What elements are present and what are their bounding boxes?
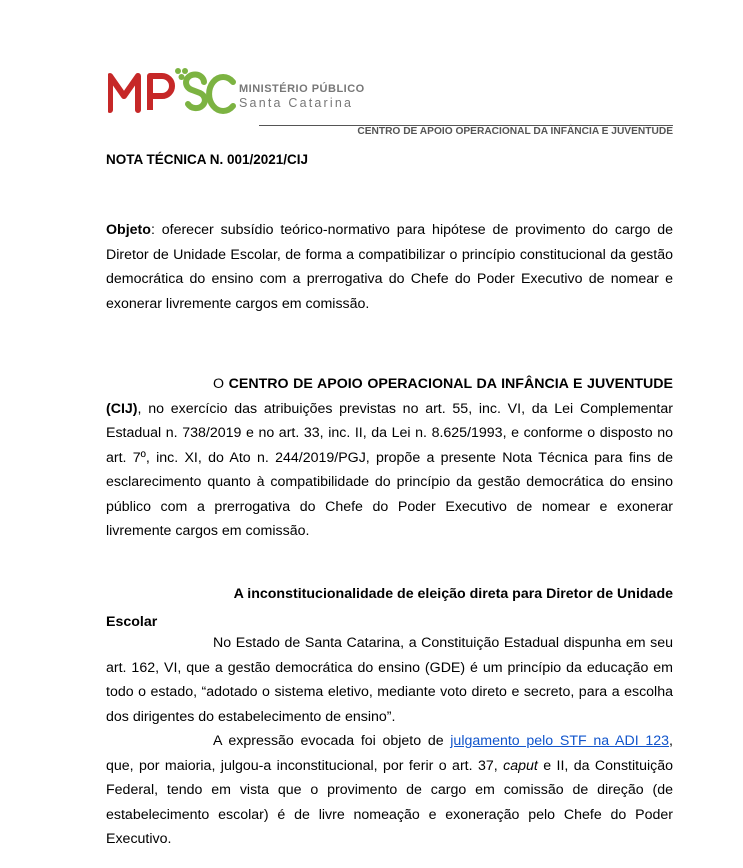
intro-text: , no exercício das atribuições previstas no art. 55, inc. VI, da Lei Complementar Estadual n. 738/2019 e no art. 33, inc. II, da Lei n. 8.625/1993, e conforme o disposto no art. 7º, inc. XI, do Ato n. 244/2019/PGJ, propõe a presente Nota Técnica para fins de esclarecimento quanto à compatibilidade do princípio da gestão democrática do ensino público com a prerrogativa do Chefe do Poder Executivo de nomear e exonerar livremente cargos em comissão. [106, 400, 673, 539]
objeto-text: : oferecer subsídio teórico-normativo para hipótese de provimento do cargo de Diretor de Unidade Escolar, de forma a compatibilizar o princípio constitucional da gestão democrática do ensino com a prerrogativa do Chefe do Poder Executivo de nomear e exonerar livremente cargos em comissão. [106, 222, 673, 312]
section-title-line-2: Escolar [106, 614, 158, 630]
paragraph-2-italic: caput [503, 757, 538, 774]
logo-line-1: MINISTÉRIO PÚBLICO [239, 83, 365, 95]
section-title-line-1: A inconstitucionalidade de eleição direta para Diretor de Unidade [233, 586, 673, 602]
paragraph-2 [106, 729, 673, 852]
paragraph-2-after: e II, da Constituição Federal, tendo em vista que o provimento de cargo em comissão de direção (de estabelecimento escolar) é de livre nomeação e exoneração pelo Chefe do Poder Executivo. [106, 757, 673, 847]
objeto-label: Objeto [106, 222, 151, 238]
adi-123-link[interactable]: julgamento pelo STF na ADI 123 [450, 733, 670, 749]
document-title: NOTA TÉCNICA N. 001/2021/CIJ [106, 152, 309, 167]
body-paragraphs [106, 631, 673, 852]
intro-prefix: O [213, 376, 229, 392]
objeto-paragraph [106, 218, 673, 316]
paragraph-1: No Estado de Santa Catarina, a Constituição Estadual dispunha em seu art. 162, VI, que a gestão democrática do ensino (GDE) é um princípio da educação em todo o estado, “adotado o sistema eletivo, mediante voto direto e secreto, para a escolha dos dirigentes do estabelecimento de ensino”. [106, 635, 673, 725]
paragraph-2-before: A expressão evocada foi objeto de [213, 733, 451, 749]
intro-paragraph [106, 372, 673, 544]
department-name: CENTRO DE APOIO OPERACIONAL DA INFÂNCIA E JUVENTUDE [357, 126, 673, 137]
paragraph-2-middle: , que, por maioria, julgou-a inconstitucional, por ferir o art. 37, [106, 733, 673, 774]
intro-bold: CENTRO DE APOIO OPERACIONAL DA INFÂNCIA E JUVENTUDE (CIJ) [106, 376, 673, 417]
logo-line-2: Santa Catarina [239, 96, 354, 110]
section-title [106, 580, 673, 636]
